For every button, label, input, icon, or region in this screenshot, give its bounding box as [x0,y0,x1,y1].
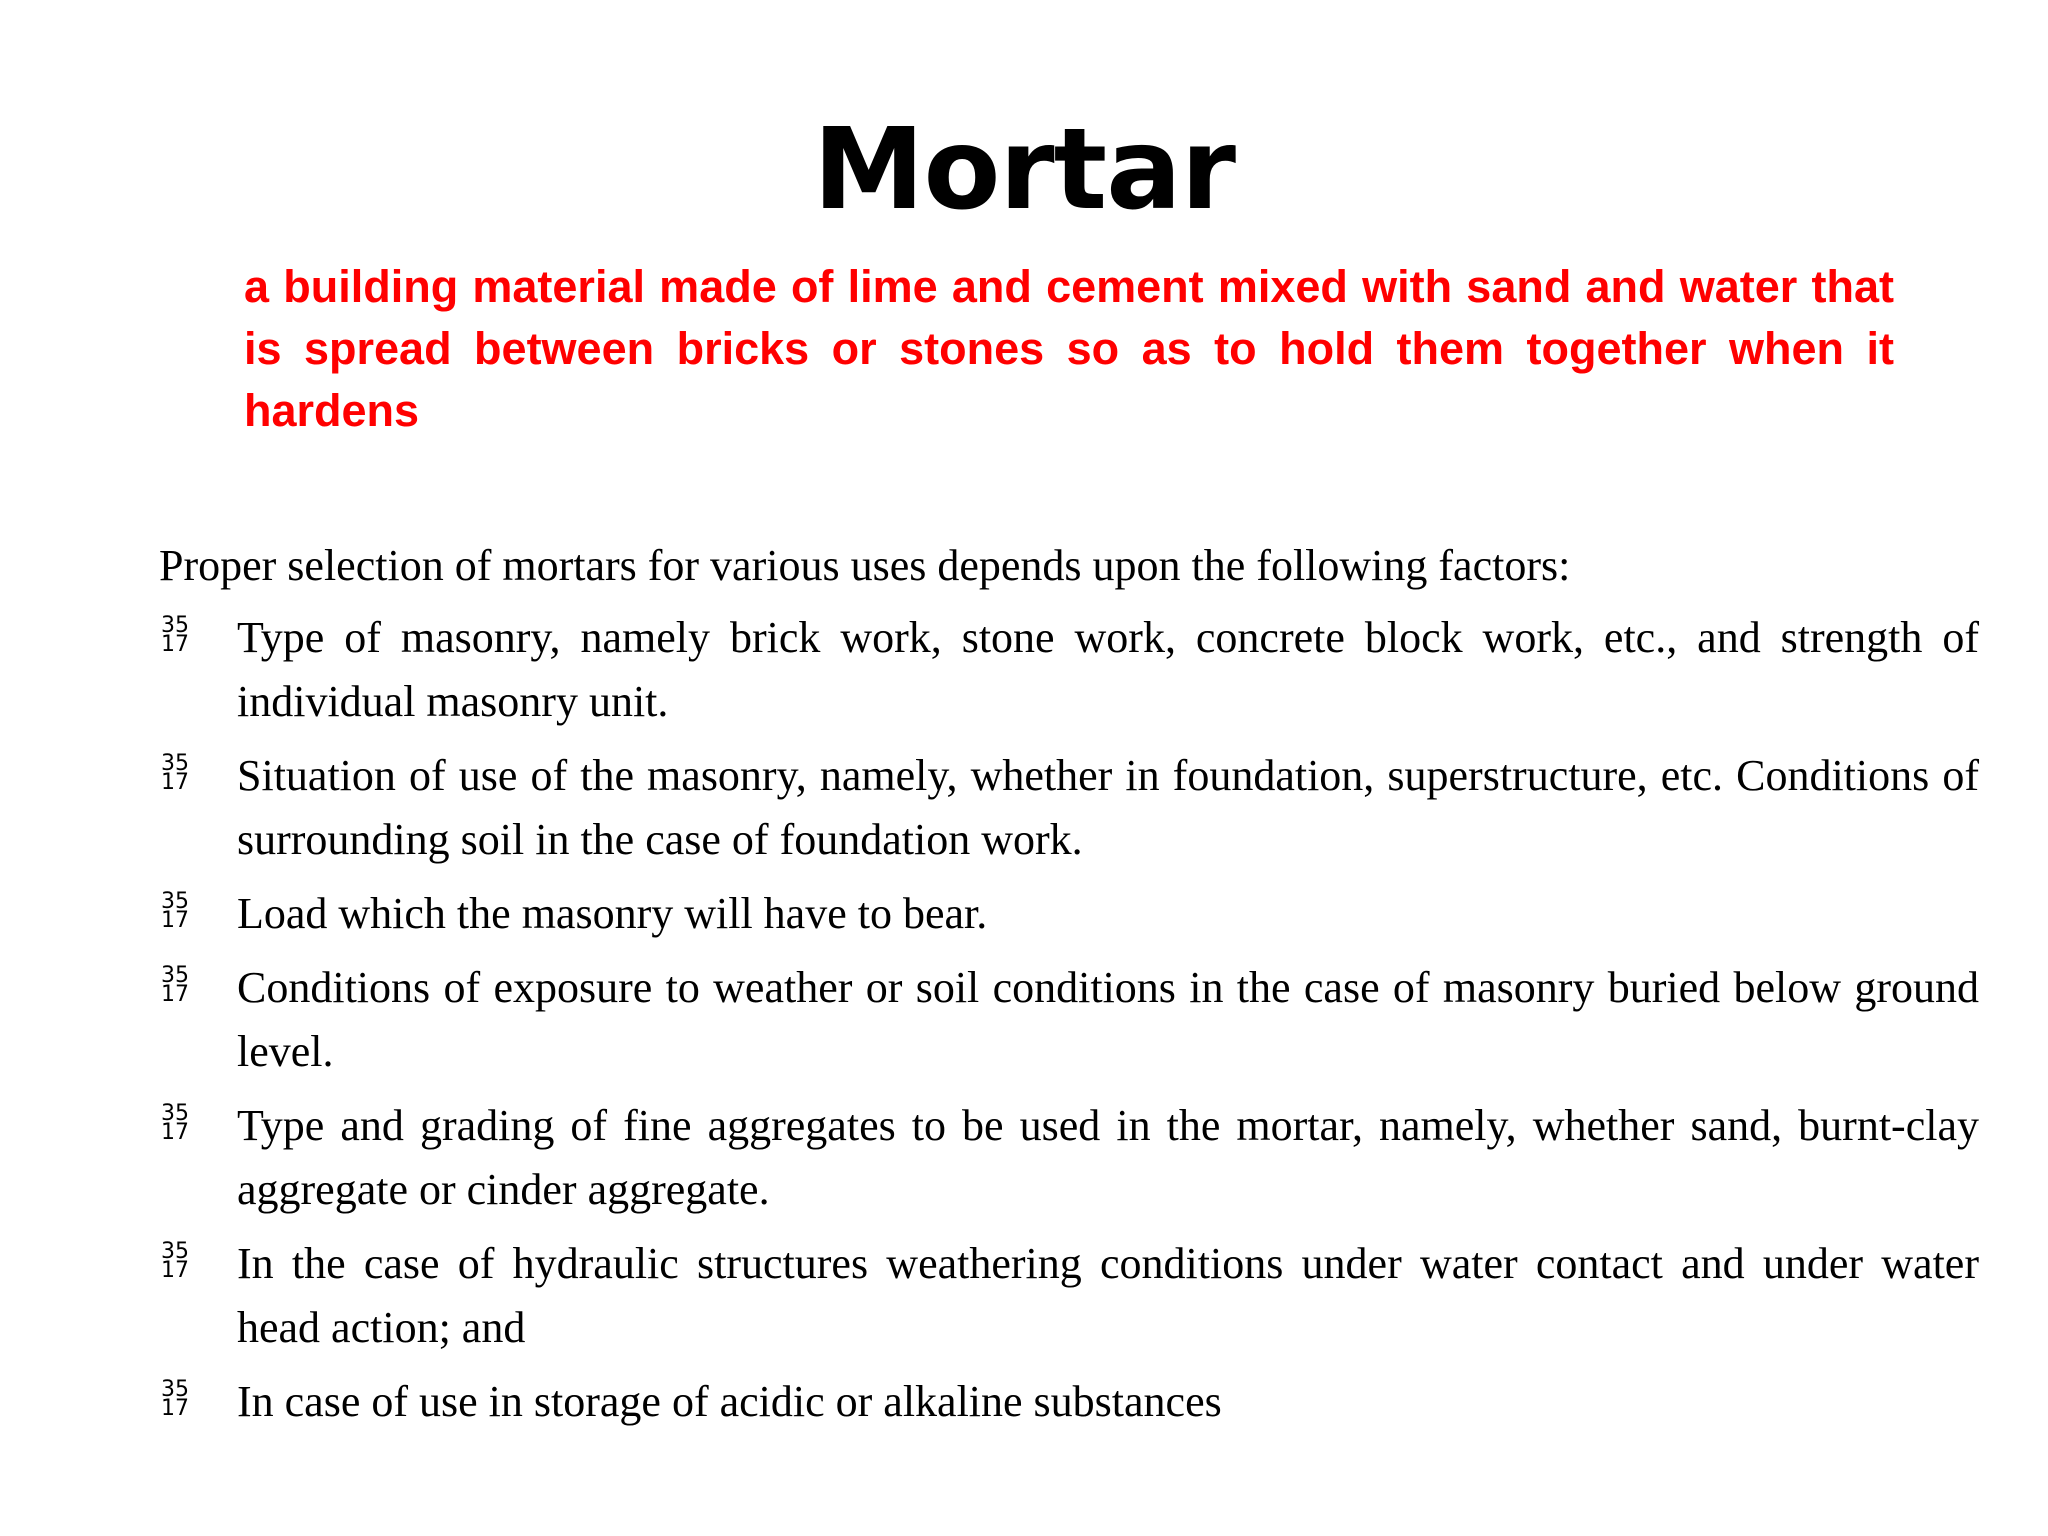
list-item [159,1094,1979,1222]
intro-text: Proper selection of mortars for various uses depends upon the following factors: [159,541,1571,590]
bullet-marker-bottom: 17 [161,1258,189,1283]
list-item [159,744,1979,872]
factor-text: Load which the masonry will have to bear. [237,889,988,938]
list-item [159,882,1979,946]
factor-text: In case of use in storage of acidic or alkaline substances [237,1377,1222,1426]
bullet-marker [161,889,201,933]
bullet-marker-bottom: 17 [161,632,189,657]
list-item [159,606,1979,734]
bullet-marker-top: 35 [161,751,189,776]
bullet-marker [161,613,201,657]
bullet-marker [161,1239,201,1283]
factor-text: Conditions of exposure to weather or soil conditions in the case of masonry buried below ground level. [237,963,1979,1076]
bullet-marker [161,963,201,1007]
factor-text: Situation of use of the masonry, namely, whether in foundation, superstructure, etc. Conditions of surrounding soil in the case of foundation work. [237,751,1979,864]
bullet-marker-bottom: 17 [161,770,189,795]
bullet-marker-top: 35 [161,963,189,988]
factor-text: Type of masonry, namely brick work, stone work, concrete block work, etc., and strength of individual masonry unit. [237,613,1979,726]
bullet-marker-top: 35 [161,1239,189,1264]
slide-title: Mortar [813,105,1235,235]
list-item [159,956,1979,1084]
bullet-marker [161,1377,201,1421]
bullet-marker-bottom: 17 [161,982,189,1007]
bullet-marker-bottom: 17 [161,908,189,933]
definition-text: a building material made of lime and cement mixed with sand and water that is spread between bricks or stones so as to hold them together when it hardens [244,261,1894,436]
bullet-marker-top: 35 [161,889,189,914]
list-item [159,1370,1979,1434]
factor-text: In the case of hydraulic structures weathering conditions under water contact and under water head action; and [237,1239,1979,1352]
list-item [159,1232,1979,1360]
bullet-marker-bottom: 17 [161,1396,189,1421]
bullet-marker [161,751,201,795]
bullet-marker-top: 35 [161,1101,189,1126]
factor-list [159,606,1979,1434]
bullet-marker-top: 35 [161,613,189,638]
bullet-marker-top: 35 [161,1377,189,1402]
bullet-marker [161,1101,201,1145]
content-body [159,534,1979,1444]
bullet-marker-bottom: 17 [161,1120,189,1145]
factor-text: Type and grading of fine aggregates to be used in the mortar, namely, whether sand, burnt-clay aggregate or cinder aggregate. [237,1101,1979,1214]
